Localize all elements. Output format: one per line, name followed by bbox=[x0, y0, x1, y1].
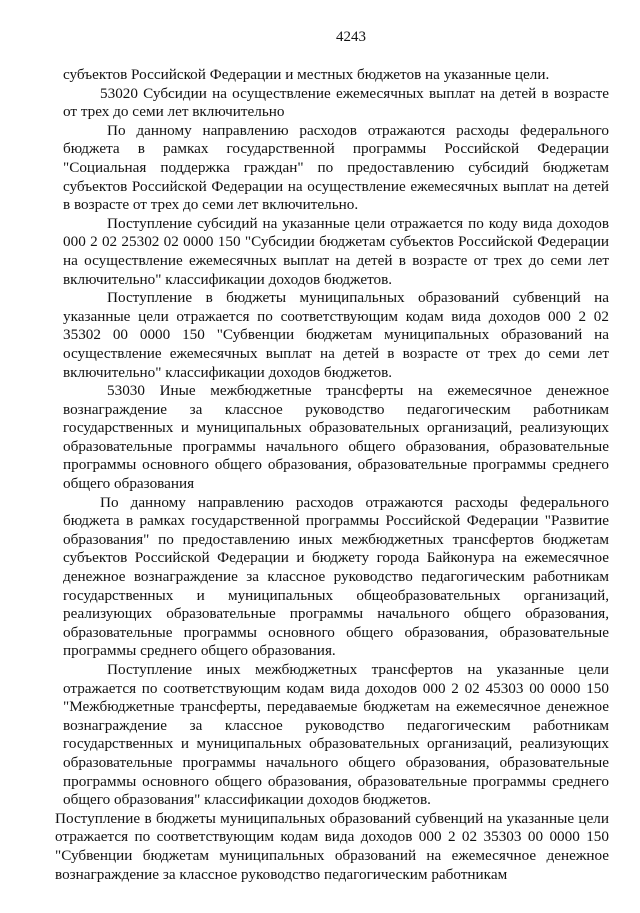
paragraph-53020-income-code: Поступление субсидий на указанные цели отражается по коду вида доходов 000 2 02 25302 02 0000 150 "Субсидии бюджетам субъектов Российской Федерации на осуществление ежемесячных выплат на детей в возрасте от трех до семи лет включительно" классификации доходов бюджетов. bbox=[63, 214, 609, 288]
paragraph-continuation: субъектов Российской Федерации и местных бюджетов на указанные цели. bbox=[63, 66, 550, 83]
paragraph-53030-heading: 53030 Иные межбюджетные трансферты на ежемесячное денежное вознаграждение за классное руководство педагогическим работникам государственных и муниципальных образовательных организаций, реализующих образовательные программы начального общего образования, образовательные программы основного общего образования, образовательные программы среднего общего образования bbox=[63, 382, 609, 493]
page-number: 4243 bbox=[336, 29, 366, 45]
paragraph-53020-municipal-income: Поступление в бюджеты муниципальных образований субвенций на указанные цели отражается по соответствующим кодам вида доходов 000 2 02 35302 00 0000 150 "Субвенции бюджетам муниципальных образований на осуществление ежемесячных выплат на детей в возрасте от трех до семи лет включительно" классификации доходов бюджетов. bbox=[63, 289, 609, 381]
paragraph-53020-heading: 53020 Субсидии на осуществление ежемесячных выплат на детей в возрасте от трех до семи лет включительно bbox=[63, 84, 609, 121]
paragraph-53020-description: По данному направлению расходов отражаются расходы федерального бюджета в рамках государственной программы Российской Федерации "Социальная поддержка граждан" по предоставлению субсидий бюджетам субъектов Российской Федерации на осуществление ежемесячных выплат на детей в возрасте от трех до семи лет включительно. bbox=[63, 121, 609, 214]
paragraph-53030-description: По данному направлению расходов отражаются расходы федерального бюджета в рамках государственной программы Российской Федерации "Развитие образования" по предоставлению иных межбюджетных трансфертов бюджетам субъектов Российской Федерации и бюджету города Байконура на ежемесячное денежное вознаграждение за классное руководство педагогическим работникам государственных и муниципальных общеобразовательных организаций, реализующих образовательные программы начального общего образования, образовательные программы основного общего образования, образовательные программы среднего общего образования. bbox=[63, 493, 609, 660]
paragraph-53030-municipal-income: Поступление в бюджеты муниципальных образований субвенций на указанные цели отражается по соответствующим кодам вида доходов 000 2 02 35303 00 0000 150 "Субвенции бюджетам муниципальных образований на ежемесячное денежное вознаграждение за классное руководство педагогическим работникам bbox=[55, 809, 609, 883]
paragraph-53030-income-code: Поступление иных межбюджетных трансфертов на указанные цели отражается по соответствующим кодам вида доходов 000 2 02 45303 00 0000 150 "Межбюджетные трансферты, передаваемые бюджетам на ежемесячное денежное вознаграждение за классное руководство педагогическим работникам государственных и муниципальных образовательных организаций, реализующих образовательные программы начального общего образования, образовательные программы основного общего образования, образовательные программы среднего общего образования" классификации доходов бюджетов. bbox=[63, 661, 609, 809]
